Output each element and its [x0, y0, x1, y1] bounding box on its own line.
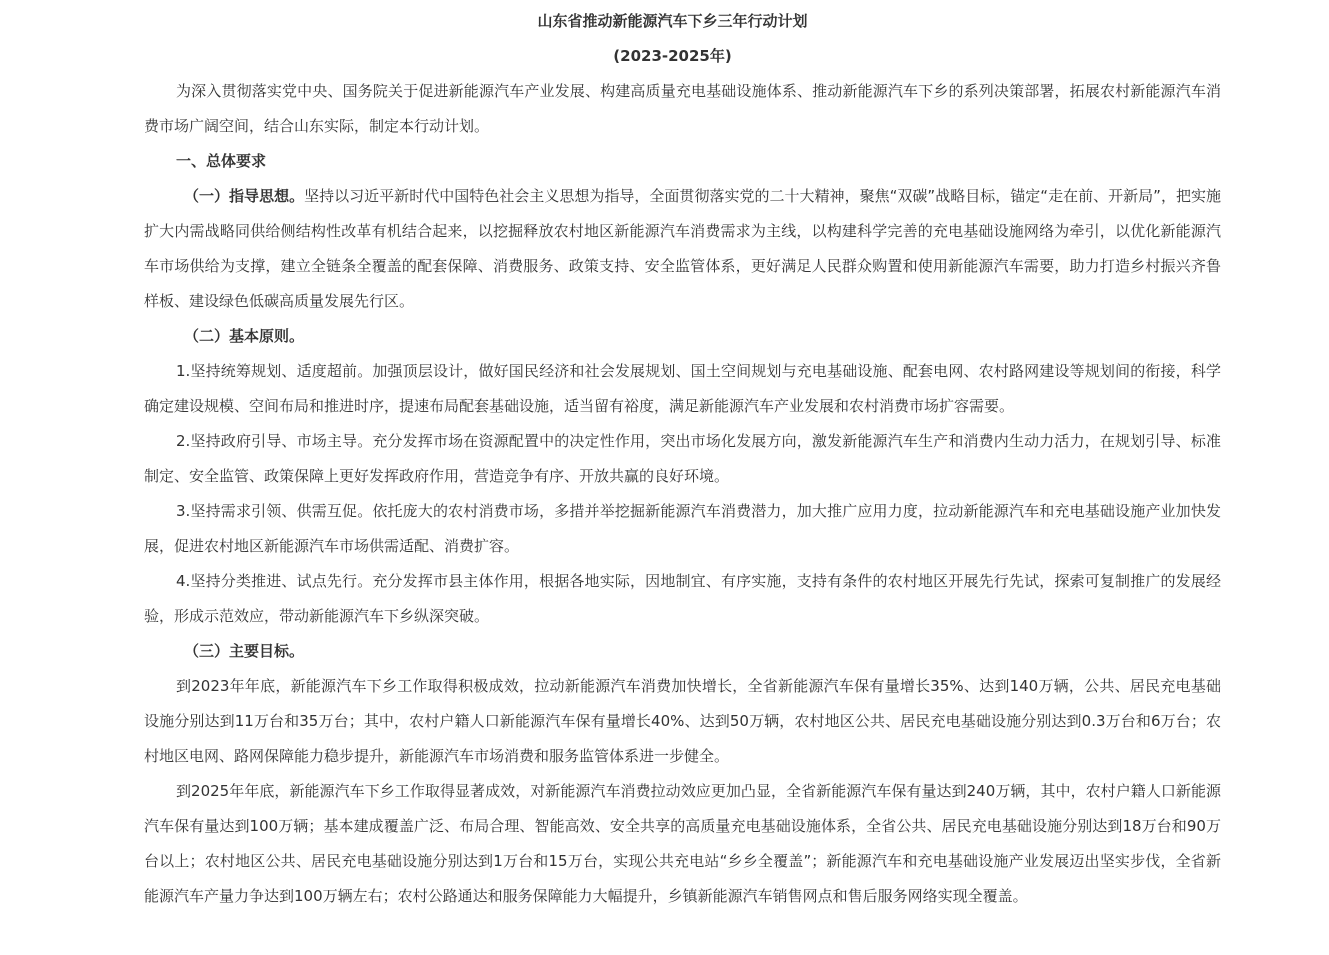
guiding-ideology-paragraph — [144, 179, 1221, 319]
guiding-ideology-heading: （一）指导思想。 — [184, 187, 305, 205]
principle-paragraph: 4.坚持分类推进、试点先行。充分发挥市县主体作用，根据各地实际，因地制宜、有序实施，支持有条件的农村地区开展先行先试，探索可复制推广的发展经验，形成示范效应，带动新能源汽车下乡纵深突破。 — [144, 572, 1221, 625]
main-goals-heading: （三）主要目标。 — [184, 642, 305, 660]
document-subtitle: (2023-2025年) — [613, 47, 732, 65]
document-title: 山东省推动新能源汽车下乡三年行动计划 — [537, 12, 808, 30]
intro-paragraph: 为深入贯彻落实党中央、国务院关于促进新能源汽车产业发展、构建高质量充电基础设施体系、推动新能源汽车下乡的系列决策部署，拓展农村新能源汽车消费市场广阔空间，结合山东实际，制定本行动计划。 — [144, 82, 1221, 135]
goal-paragraph: 到2025年年底，新能源汽车下乡工作取得显著成效，对新能源汽车消费拉动效应更加凸显，全省新能源汽车保有量达到240万辆，其中，农村户籍人口新能源汽车保有量达到100万辆；基本建成覆盖广泛、布局合理、智能高效、安全共享的高质量充电基础设施体系，全省公共、居民充电基础设施分别达到18万台和90万台以上；农村地区公共、居民充电基础设施分别达到1万台和15万台，实现公共充电站“乡乡全覆盖”；新能源汽车和充电基础设施产业发展迈出坚实步伐，全省新能源汽车产量力争达到100万辆左右；农村公路通达和服务保障能力大幅提升，乡镇新能源汽车销售网点和售后服务网络实现全覆盖。 — [144, 782, 1221, 905]
section-heading-general-requirements: 一、总体要求 — [176, 152, 267, 170]
principle-paragraph: 1.坚持统筹规划、适度超前。加强顶层设计，做好国民经济和社会发展规划、国土空间规划与充电基础设施、配套电网、农村路网建设等规划间的衔接，科学确定建设规模、空间布局和推进时序，提速布局配套基础设施，适当留有裕度，满足新能源汽车产业发展和农村消费市场扩容需要。 — [144, 362, 1221, 415]
goal-paragraph: 到2023年年底，新能源汽车下乡工作取得积极成效，拉动新能源汽车消费加快增长，全省新能源汽车保有量增长35%、达到140万辆，公共、居民充电基础设施分别达到11万台和35万台；其中，农村户籍人口新能源汽车保有量增长40%、达到50万辆，农村地区公共、居民充电基础设施分别达到0.3万台和6万台；农村地区电网、路网保障能力稳步提升，新能源汽车市场消费和服务监管体系进一步健全。 — [144, 677, 1221, 765]
principle-paragraph: 3.坚持需求引领、供需互促。依托庞大的农村消费市场，多措并举挖掘新能源汽车消费潜力，加大推广应用力度，拉动新能源汽车和充电基础设施产业加快发展，促进农村地区新能源汽车市场供需适配、消费扩容。 — [144, 502, 1221, 555]
principle-paragraph: 2.坚持政府引导、市场主导。充分发挥市场在资源配置中的决定性作用，突出市场化发展方向，激发新能源汽车生产和消费内生动力活力，在规划引导、标准制定、安全监管、政策保障上更好发挥政府作用，营造竞争有序、开放共赢的良好环境。 — [144, 432, 1221, 485]
basic-principles-heading: （二）基本原则。 — [184, 327, 305, 345]
guiding-ideology-text: 坚持以习近平新时代中国特色社会主义思想为指导，全面贯彻落实党的二十大精神，聚焦“双碳”战略目标，锚定“走在前、开新局”，把实施扩大内需战略同供给侧结构性改革有机结合起来，以挖掘释放农村地区新能源汽车消费需求为主线，以构建科学完善的充电基础设施网络为牵引，以优化新能源汽车市场供给为支撑，建立全链条全覆盖的配套保障、消费服务、政策支持、安全监管体系，更好满足人民群众购置和使用新能源汽车需要，助力打造乡村振兴齐鲁样板、建设绿色低碳高质量发展先行区。 — [144, 187, 1221, 310]
